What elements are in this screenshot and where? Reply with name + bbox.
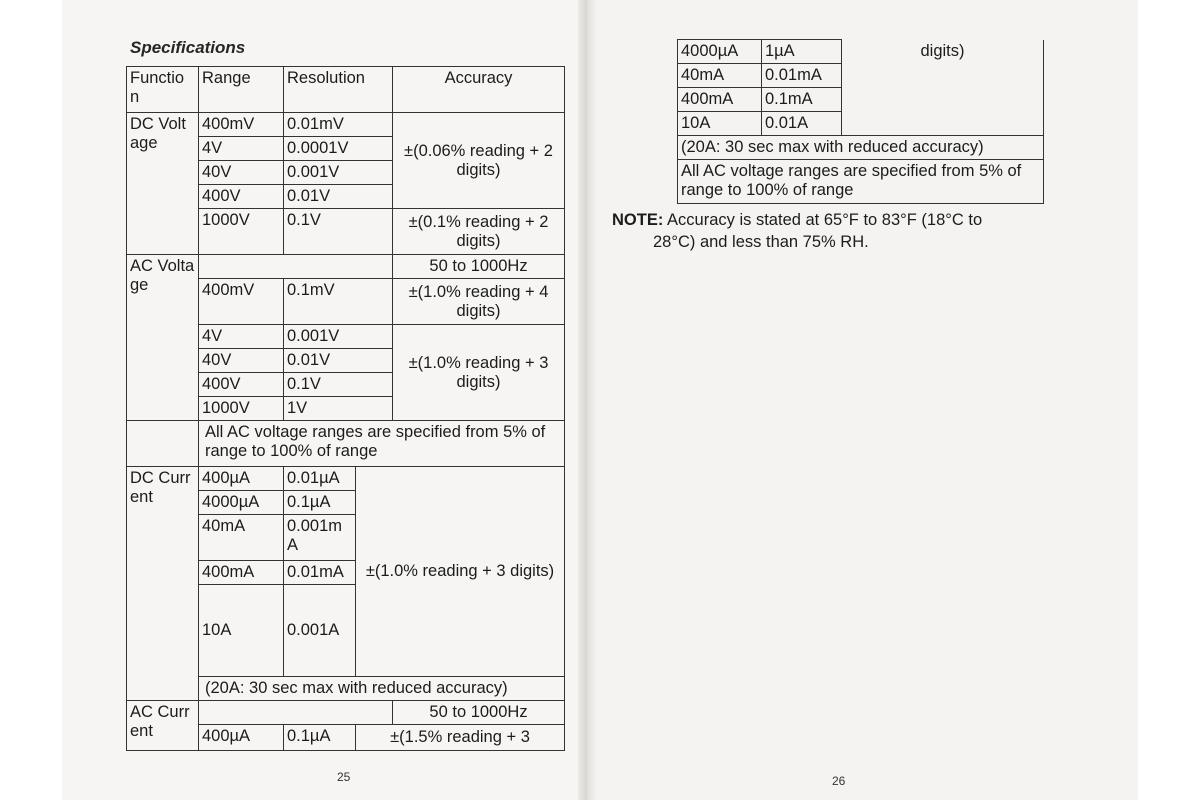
dc-voltage-range: 4V [199,137,284,161]
header-range: Range [199,67,284,113]
ac-current-resolution: 0.01A [762,112,842,136]
ac-current-blank [199,701,393,725]
dc-voltage-resolution: 0.01mV [284,113,393,137]
ac-voltage-resolution: 1V [284,397,393,421]
dc-current-range: 4000µA [199,491,284,515]
dc-voltage-resolution: 0.01V [284,185,393,209]
note-line-2: 28°C) and less than 75% RH. [653,233,869,251]
dc-voltage-range: 40V [199,161,284,185]
dc-voltage-range: 400V [199,185,284,209]
dc-voltage-label: DC Voltage [127,113,199,255]
ac-current-range: 400µA [199,725,284,751]
dc-voltage-range: 400mV [199,113,284,137]
accuracy-note [612,209,1042,253]
ac-current-resolution: 1µA [762,40,842,64]
ac-current-label: AC Current [127,701,199,751]
ac-current-note: (20A: 30 sec max with reduced accuracy) [678,136,1044,160]
dc-current-range: 400µA [199,467,284,491]
dc-current-accuracy: ±(1.0% reading + 3 digits) [356,467,565,677]
ac-current-accuracy-continued: digits) [842,40,1044,136]
ac-current-range: 40mA [678,64,762,88]
note-label: NOTE: [612,211,664,229]
ac-voltage-label: AC Voltage [127,255,199,421]
ac-voltage-range: 1000V [199,397,284,421]
ac-voltage-accuracy: ±(1.0% reading + 3 digits) [393,325,565,421]
ac-voltage-range: 40V [199,349,284,373]
ac-voltage-range: 4V [199,325,284,349]
specifications-table-continued [677,39,1044,204]
dc-current-range: 10A [199,585,284,677]
dc-current-resolution: 0.001mA [284,515,356,561]
page-heading: Specifications [130,38,246,57]
ac-current-range: 400mA [678,88,762,112]
dc-current-resolution: 0.01mA [284,561,356,585]
ac-voltage-resolution: 0.1mV [284,279,393,325]
dc-current-note: (20A: 30 sec max with reduced accuracy) [199,677,565,701]
ac-voltage-note: All AC voltage ranges are specified from 5% of range to 100% of range [199,421,565,467]
dc-voltage-resolution: 0.1V [284,209,393,255]
ac-voltage-note-blank [127,421,199,467]
dc-voltage-accuracy: ±(0.1% reading + 2 digits) [393,209,565,255]
ac-current-frequency: 50 to 1000Hz [393,701,565,725]
ac-voltage-blank [199,255,393,279]
dc-current-resolution: 0.001A [284,585,356,677]
ac-voltage-range-note: All AC voltage ranges are specified from 5% of range to 100% of range [678,160,1044,204]
dc-current-range: 40mA [199,515,284,561]
specifications-table [126,66,565,751]
ac-voltage-range: 400V [199,373,284,397]
dc-voltage-range: 1000V [199,209,284,255]
ac-current-resolution: 0.01mA [762,64,842,88]
header-resolution: Resolution [284,67,393,113]
dc-voltage-resolution: 0.0001V [284,137,393,161]
ac-voltage-frequency: 50 to 1000Hz [393,255,565,279]
ac-current-range: 4000µA [678,40,762,64]
ac-current-accuracy: ±(1.5% reading + 3 [356,725,565,751]
header-accuracy: Accuracy [393,67,565,113]
book-gutter [578,0,596,800]
ac-voltage-resolution: 0.1V [284,373,393,397]
dc-voltage-accuracy: ±(0.06% reading + 2 digits) [393,113,565,209]
dc-current-resolution: 0.1µA [284,491,356,515]
ac-voltage-resolution: 0.01V [284,349,393,373]
page-number: 26 [832,774,846,788]
page-number: 25 [337,770,351,784]
dc-current-resolution: 0.01µA [284,467,356,491]
dc-current-label: DC Current [127,467,199,701]
note-line-1: Accuracy is stated at 65°F to 83°F (18°C to [667,211,983,229]
header-function: Functio n [127,67,199,113]
ac-current-range: 10A [678,112,762,136]
dc-current-range: 400mA [199,561,284,585]
ac-voltage-resolution: 0.001V [284,325,393,349]
dc-voltage-resolution: 0.001V [284,161,393,185]
ac-voltage-accuracy: ±(1.0% reading + 4 digits) [393,279,565,325]
ac-current-resolution: 0.1mA [762,88,842,112]
ac-voltage-range: 400mV [199,279,284,325]
ac-current-resolution: 0.1µA [284,725,356,751]
